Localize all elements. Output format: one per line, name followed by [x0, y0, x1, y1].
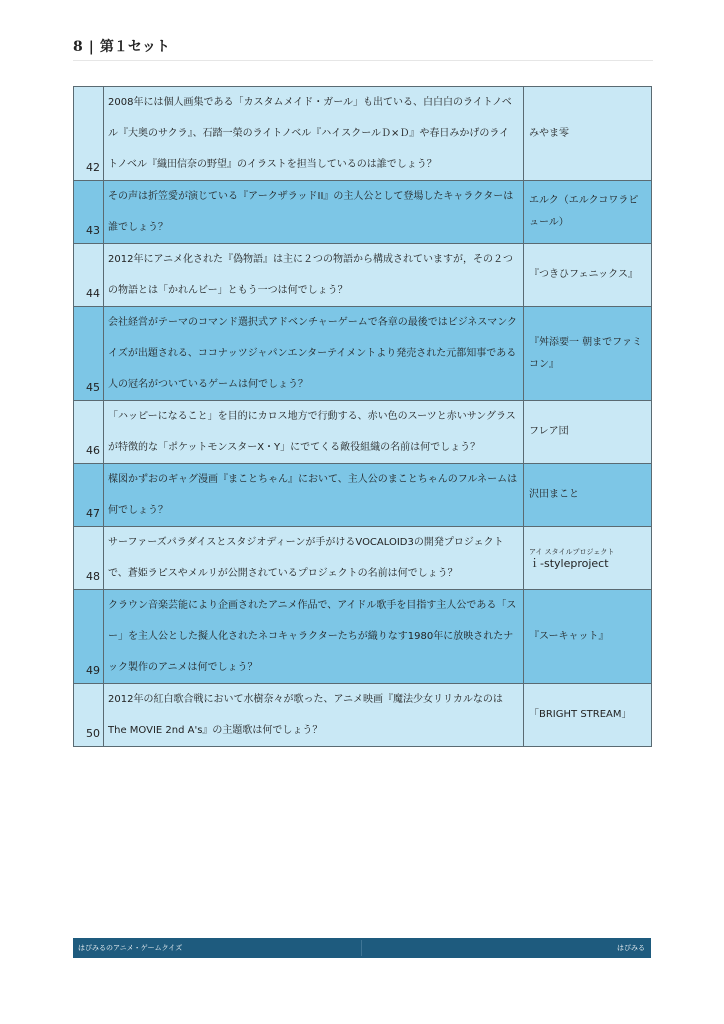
- header-separator: |: [88, 39, 94, 55]
- question-number: 45: [74, 307, 104, 401]
- question-row-50: [74, 684, 652, 747]
- question-number: 43: [74, 181, 104, 244]
- answer-ruby: アイ スタイルプロジェクト: [529, 548, 615, 556]
- question-row-49: [74, 590, 652, 684]
- answer-text: フレア団: [524, 401, 652, 464]
- question-row-48: [74, 527, 652, 590]
- question-row-47: [74, 464, 652, 527]
- question-number: 49: [74, 590, 104, 684]
- question-text: 「ハッピーになること」を目的にカロス地方で行動する、赤い色のスーツと赤いサングラスが特徴的な「ポケットモンスターX・Y」にでてくる敵役組織の名前は何でしょう？: [104, 401, 524, 464]
- question-number: 48: [74, 527, 104, 590]
- question-text: 2012年にアニメ化された『偽物語』は主に２つの物語から構成されていますが，その２つの物語とは「かれんビー」ともう一つは何でしょう？: [104, 244, 524, 307]
- question-number: 47: [74, 464, 104, 527]
- question-text: 楳図かずおのギャグ漫画『まことちゃん』において、主人公のまことちゃんのフルネームは何でしょう？: [104, 464, 524, 527]
- footer-left-text: はぴみるのアニメ・ゲームクイズ: [78, 944, 183, 952]
- page-footer: [73, 938, 651, 958]
- quiz-table: [73, 86, 652, 747]
- answer-text: 『スーキャット』: [524, 590, 652, 684]
- question-text: クラウン音楽芸能により企画されたアニメ作品で、アイドル歌手を目指す主人公である「スー」を主人公とした擬人化されたネコキャラクターたちが織りなす1980年に放映されたナック製作のアニメは何でしょう？: [104, 590, 524, 684]
- page-number: 8: [73, 39, 83, 55]
- answer-text: みやま零: [524, 87, 652, 181]
- answer-text: エルク（エルクコワラピュール）: [524, 181, 652, 244]
- question-row-46: [74, 401, 652, 464]
- question-text: その声は折笠愛が演じている『アークザラッドII』の主人公として登場したキャラクターは誰でしょう？: [104, 181, 524, 244]
- answer-cell: [524, 527, 652, 590]
- question-text: 2008年には個人画集である「カスタムメイド・ガール」も出ている、白白白のライトノベル『大奥のサクラ』、石踏一榮のライトノベル『ハイスクールＤ×Ｄ』や春日みかげのライトノベル『織田信奈の野望』のイラストを担当しているのは誰でしょう？: [104, 87, 524, 181]
- answer-text: 沢田まこと: [524, 464, 652, 527]
- footer-divider: [361, 940, 362, 956]
- question-text: 2012年の紅白歌合戦において水樹奈々が歌った、アニメ映画『魔法少女リリカルなのはThe MOVIE 2nd A's』の主題歌は何でしょう？: [104, 684, 524, 747]
- question-number: 46: [74, 401, 104, 464]
- answer-text: 「BRIGHT STREAM」: [524, 684, 652, 747]
- answer-text: ｉ-styleproject: [529, 557, 609, 570]
- question-text: サーファーズパラダイスとスタジオディーンが手がけるVOCALOID3の開発プロジェクトで、蒼姫ラピスやメルリが公開されているプロジェクトの名前は何でしょう？: [104, 527, 524, 590]
- question-number: 42: [74, 87, 104, 181]
- question-text: 会社経営がテーマのコマンド選択式アドベンチャーゲームで各章の最後ではビジネスマンクイズが出題される、ココナッツジャパンエンターテイメントより発売された元都知事である人の冠名がついているゲームは何でしょう？: [104, 307, 524, 401]
- page-header: [73, 36, 653, 61]
- question-row-42: [74, 87, 652, 181]
- question-number: 50: [74, 684, 104, 747]
- question-row-44: [74, 244, 652, 307]
- question-number: 44: [74, 244, 104, 307]
- question-row-45: [74, 307, 652, 401]
- page-title: 第１セット: [99, 39, 170, 55]
- question-row-43: [74, 181, 652, 244]
- answer-text: 『舛添要一 朝までファミコン』: [524, 307, 652, 401]
- footer-right-text: はぴみる: [617, 944, 645, 952]
- answer-text: 『つきひフェニックス』: [524, 244, 652, 307]
